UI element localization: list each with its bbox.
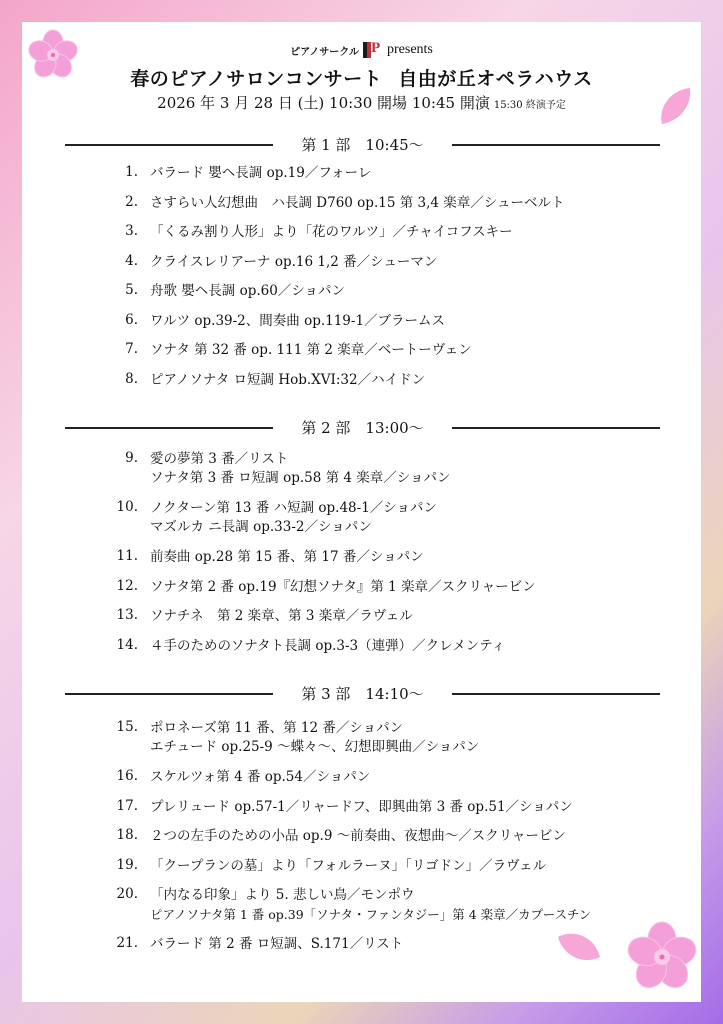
concert-title-line bbox=[22, 64, 701, 91]
petal-icon bbox=[554, 927, 604, 967]
presents-line bbox=[22, 42, 701, 58]
section-label: 第 1 部 10:45～ bbox=[301, 136, 424, 154]
circle-name: ピアノサークル bbox=[290, 46, 359, 58]
date-line bbox=[22, 92, 701, 113]
end-time-note: 15:30 終演予定 bbox=[493, 100, 566, 111]
flyer-page: ピアノサークル P presents 春のピアノサロンコンサート 自由が丘オペラハウス 2026 年 3 月 28 日 (土) 10:30 開場 10:45 開演 15:30 終演予定 第 1 部 10:45～ 1. バラード 嬰ヘ長調 op.19／フォーレ 2. さすらい人幻想曲 ハ長調 D760 op.15 第 3,4 楽章／シューベルト 3. 「くるみ割り人形」より「花のワルツ」／チャイコフスキー 4. クライスレリアーナ op.16 1,2 番／シューマン 5. 舟歌 嬰ヘ長調 op.60／ショパン 6. ワルツ op.39-2、間奏曲 op.119-1／ブラームス 7. ソナタ 第 32 番 op. 111 第 2 楽章／ベートーヴェン 8. ピアノソナタ ロ短調 Hob.XVI:32／ハイドン 第 2 部 13:00～ 9. 愛の夢第 3 番／リスト ソナタ第 3 番 ロ短調 op.58 第 4 楽章／ショパン 10. ノクターン第 13 番 ハ短調 op.48-1／ショパン マズルカ ニ長調 op.33-2／ショパン 11. 前奏曲 op.28 第 15 番、第 17 番／ショパン 12. ソナタ第 2 番 op.19『幻想ソナタ』第 1 楽章／スクリャービン 13. ソナチネ 第 2 楽章、第 3 楽章／ラヴェル 14. ４手のためのソナタト長調 op.3-3（連弾）／クレメンティ 第 3 部 14:10～ 15. ポロネーズ第 11 番、第 12 番／ショパン エチュード op.25-9 ～蝶々～、幻想即興曲／ショパン 16. スケルツォ第 4 番 op.54／ショパン 17. プレリュード op.57-1／リャードフ、即興曲第 3 番 op.51／ショパン 18. ２つの左手のための小品 op.9 ～前奏曲、夜想曲～／スクリャービン 19. 「クープランの墓」より「フォルラーヌ」「リゴドン」／ラヴェル 20. 「内なる印象」より 5. 悲しい鳥／モンポウ ピアノソナタ第 1 番 op.39「ソナタ・ファンタジー」第 4 楽章／カプースチン 21. バラード 第 2 番 ロ短調、S.171／リスト bbox=[22, 22, 701, 1002]
section-2-header bbox=[65, 417, 660, 437]
section-1-header bbox=[65, 134, 660, 154]
venue-name: 自由が丘オペラハウス bbox=[398, 68, 593, 90]
concert-date: 2026 年 3 月 28 日 (土) 10:30 開場 10:45 開演 bbox=[157, 94, 490, 112]
presents-text: presents bbox=[387, 42, 433, 57]
circle-logo-icon: P bbox=[363, 42, 383, 58]
concert-title: 春のピアノサロンコンサート bbox=[130, 68, 383, 90]
section-label: 第 3 部 14:10～ bbox=[301, 685, 424, 703]
cherry-blossom-icon bbox=[618, 917, 700, 995]
section-3-header bbox=[65, 683, 660, 703]
section-label: 第 2 部 13:00～ bbox=[301, 419, 424, 437]
